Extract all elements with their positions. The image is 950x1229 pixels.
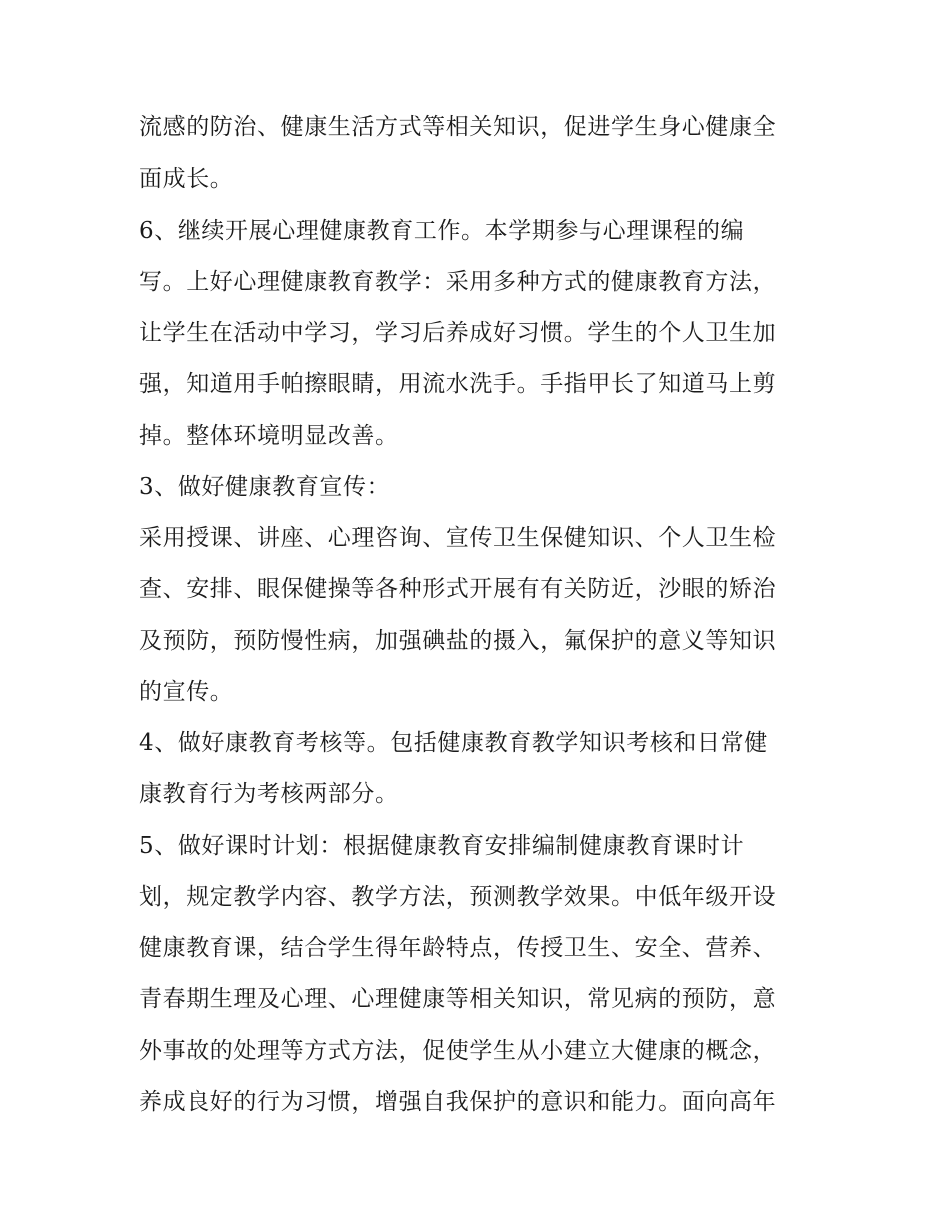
text-line: 健康教育课，结合学生得年龄特点，传授卫生、安全、营养、 [139,935,777,961]
text-line: 划，规定教学内容、教学方法，预测教学效果。中低年级开设 [139,884,777,910]
text-line: 写。上好心理健康教育教学：采用多种方式的健康教育方法， [139,269,777,295]
text-line: 采用授课、讲座、心理咨询、宣传卫生保健知识、个人卫生检 [139,525,777,551]
text-line: 让学生在活动中学习，学习后养成好习惯。学生的个人卫生加 [139,320,777,346]
text-line: 养成良好的行为习惯，增强自我保护的意识和能力。面向高年 [139,1089,777,1115]
text-line: 掉。整体环境明显改善。 [139,423,399,449]
text-line: 的宣传。 [139,679,234,705]
text-line: 5、做好课时计划：根据健康教育安排编制健康教育课时计 [139,833,745,859]
text-line: 面成长。 [139,166,234,192]
text-line: 4、做好康教育考核等。包括健康教育教学知识考核和日常健 [139,730,768,756]
text-line: 6、继续开展心理健康教育工作。本学期参与心理课程的编 [139,218,745,244]
text-line: 流感的防治、健康生活方式等相关知识，促进学生身心健康全 [139,114,777,140]
text-line: 青春期生理及心理、心理健康等相关知识，常见病的预防，意 [139,986,777,1012]
text-line: 查、安排、眼保健操等各种形式开展有有关防近，沙眼的矫治 [139,576,777,602]
section-heading: 3、做好健康教育宣传： [139,474,391,500]
text-line: 康教育行为考核两部分。 [139,781,399,807]
text-line: 强，知道用手帕擦眼睛，用流水洗手。手指甲长了知道马上剪 [139,371,777,397]
text-line: 外事故的处理等方式方法，促使学生从小建立大健康的概念， [139,1038,777,1064]
text-line: 及预防，预防慢性病，加强碘盐的摄入，氟保护的意义等知识 [139,628,777,654]
